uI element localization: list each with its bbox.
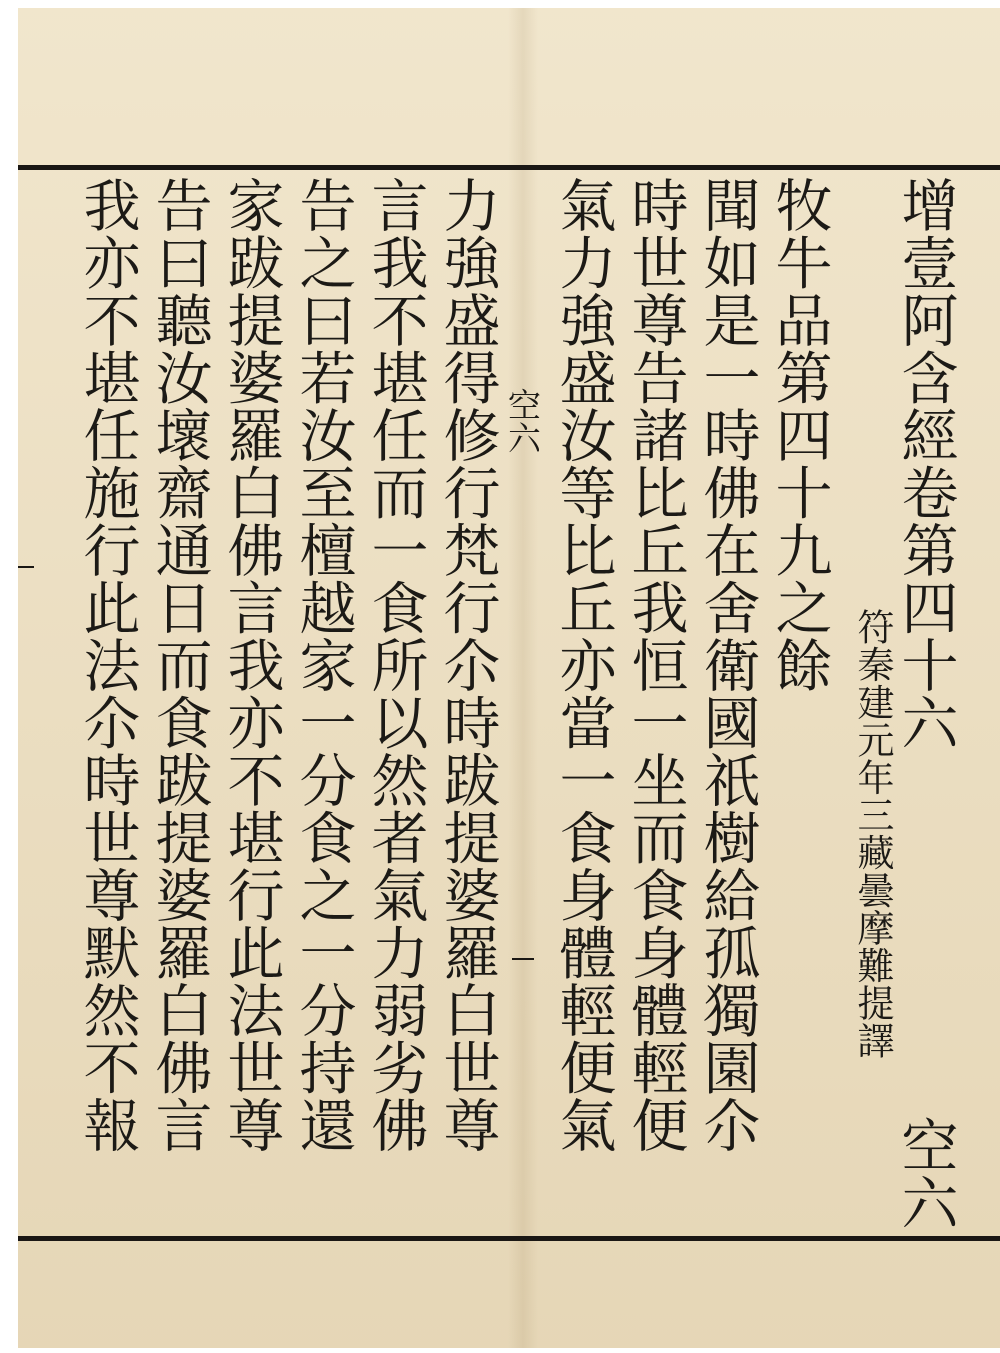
sutra-title: 增壹阿含經卷第四十六 — [892, 176, 958, 751]
fold-marker: 空六 — [503, 388, 542, 454]
text-column: 我亦不堪任施行此法尒時世尊默然不報 — [74, 176, 140, 1154]
text-column: 告之曰若汝至檀越家一分食之一分持還 — [290, 176, 356, 1154]
text-column: 時世尊告諸比丘我恒一坐而食身體輕便 — [622, 176, 688, 1154]
text-column: 家跋提婆羅白佛言我亦不堪行此法世尊 — [218, 176, 284, 1154]
text-column: 告曰聽汝壞齋通日而食跋提婆羅白佛言 — [146, 176, 212, 1154]
text-column: 言我不堪任而一食所以然者氣力弱劣佛 — [362, 176, 428, 1154]
top-border-rule — [18, 165, 1000, 170]
text-column: 力強盛得修行梵行尒時跋提婆羅白世尊 — [434, 176, 500, 1154]
bottom-border-rule — [18, 1236, 1000, 1241]
book-page-spread — [18, 8, 1000, 1348]
margin-tick-mark — [18, 566, 34, 568]
leaf-number — [508, 938, 544, 989]
translator-credit: 符秦建元年三藏曇摩難提譯 — [851, 608, 894, 1060]
text-column: 氣力強盛汝等比丘亦當一食身體輕便氣 — [550, 176, 616, 1154]
volume-mark: 空六 — [892, 1116, 958, 1231]
text-column: 牧牛品第四十九之餘 — [766, 176, 832, 694]
text-column: 聞如是一時佛在舍衛國祇樹給孤獨園尒 — [694, 176, 760, 1154]
